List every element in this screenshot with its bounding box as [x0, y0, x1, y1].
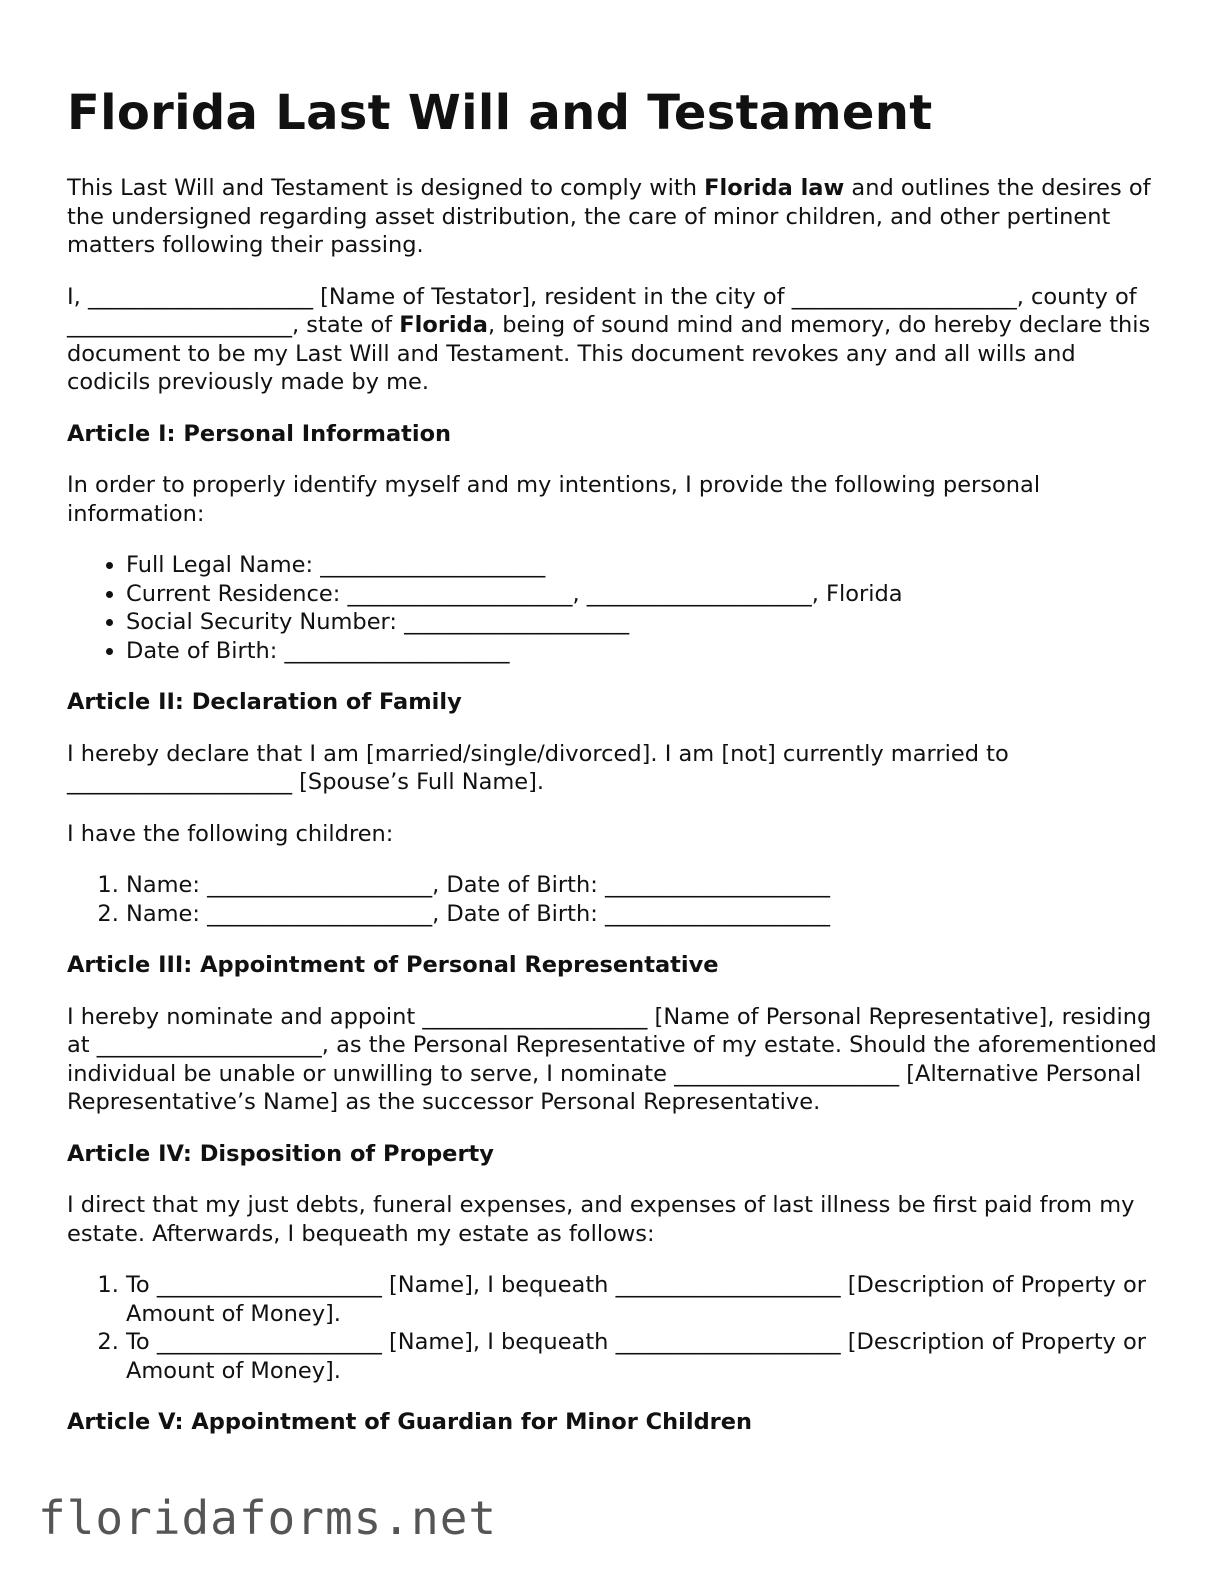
bequest-list [67, 1271, 1157, 1385]
residence-separator: , [572, 580, 587, 607]
article-3-paragraph [67, 1003, 1157, 1117]
child-1-name-label: Name: [126, 872, 208, 898]
city-blank[interactable]: ____________________ [791, 283, 1017, 310]
list-item-full-legal-name [126, 551, 1157, 580]
child-1-dob-label: , Date of Birth: [432, 872, 605, 898]
bequest-1-text-1: To [126, 1272, 157, 1298]
declaration-text-4: , state of [292, 312, 400, 338]
bequest-1-name-blank[interactable]: ____________________ [156, 1272, 382, 1298]
declaration-text-1: I, [67, 283, 88, 310]
testator-name-blank[interactable]: ____________________ [87, 283, 313, 310]
declaration-text-2: [Name of Testator], resident in the city of [312, 283, 792, 310]
bequest-2-text-2: [Name], I bequeath [381, 1329, 616, 1355]
current-residence-label: Current Residence: [126, 580, 348, 607]
document-title: Florida Last Will and Testament [67, 85, 933, 141]
representative-text-3: , as the Personal Representative of my estate. Should the aforementioned individual be unable or unwilling to serve, I nominate [67, 1032, 1157, 1087]
representative-text-2: [Name of Personal Representative], residing at [67, 1003, 1152, 1058]
representative-name-blank[interactable]: ____________________ [422, 1003, 648, 1030]
list-item-ssn [126, 608, 1157, 637]
ssn-blank[interactable]: ____________________ [404, 609, 630, 635]
county-blank[interactable]: ____________________ [67, 312, 292, 338]
date-of-birth-label: Date of Birth: [126, 637, 285, 664]
residence-state: , Florida [811, 580, 903, 607]
child-2-name-label: Name: [126, 900, 208, 927]
declaration-text-3: , county of [1016, 283, 1137, 310]
article-4-text: I direct that my just debts, funeral expenses, and expenses of last illness be first paid from my estate. Afterwards, I bequeath my estate as follows: [67, 1192, 1135, 1247]
children-list [67, 871, 1157, 928]
personal-info-list [67, 551, 1157, 665]
full-legal-name-label: Full Legal Name: [126, 552, 321, 578]
article-5-heading: Article V: Appointment of Guardian for Minor Children [67, 1409, 753, 1435]
children-intro: I have the following children: [67, 820, 394, 847]
bequest-2-text-1: To [126, 1329, 157, 1355]
declaration-state-bold: Florida [399, 312, 488, 338]
list-item-current-residence [126, 580, 1157, 609]
bequest-1-property-blank[interactable]: ____________________ [615, 1272, 841, 1298]
child-2-dob-label: , Date of Birth: [432, 900, 605, 927]
site-watermark: floridaforms.net [38, 1491, 498, 1545]
bequest-1-text-3: [Description of Property or Amount of Money]. [126, 1272, 1147, 1327]
bequest-2-property-blank[interactable]: ____________________ [615, 1329, 841, 1355]
article-4-heading: Article IV: Disposition of Property [67, 1140, 494, 1167]
marital-text-2: [Spouse’s Full Name]. [292, 769, 545, 795]
child-1-name-blank[interactable]: ____________________ [207, 872, 433, 898]
list-item-child-2 [126, 900, 1157, 929]
date-of-birth-blank[interactable]: ____________________ [284, 637, 510, 664]
document-page [67, 82, 1157, 1460]
list-item-child-1 [126, 871, 1157, 900]
bequest-1-text-2: [Name], I bequeath [381, 1272, 616, 1298]
intro-paragraph [67, 174, 1157, 260]
article-2-heading: Article II: Declaration of Family [67, 689, 462, 715]
residence-county-blank[interactable]: ____________________ [586, 580, 812, 607]
representative-address-blank[interactable]: ____________________ [96, 1032, 322, 1058]
spouse-name-blank[interactable]: ____________________ [67, 769, 292, 795]
list-item-bequest-2 [126, 1328, 1157, 1385]
article-1-text: In order to properly identify myself and my intentions, I provide the following personal information: [67, 472, 1041, 527]
intro-text-1: This Last Will and Testament is designed to comply with [67, 175, 705, 201]
article-3-heading: Article III: Appointment of Personal Representative [67, 952, 719, 978]
full-legal-name-blank[interactable]: ____________________ [320, 552, 546, 578]
alternate-representative-blank[interactable]: ____________________ [674, 1060, 900, 1087]
residence-city-blank[interactable]: ____________________ [347, 580, 573, 607]
intro-text-2: and outlines the desires of the undersigned regarding asset distribution, the care of minor children, and other pertinent matters following their passing. [67, 175, 1151, 258]
declaration-paragraph [67, 283, 1157, 397]
declaration-text-5: , being of sound mind and memory, do hereby declare this document to be my Last Will and Testament. This document revokes any and all wills and codicils previously made by me. [67, 312, 1151, 395]
list-item-date-of-birth [126, 637, 1157, 666]
bequest-2-name-blank[interactable]: ____________________ [156, 1329, 382, 1355]
article-1-heading: Article I: Personal Information [67, 420, 452, 447]
child-1-dob-blank[interactable]: ____________________ [604, 872, 830, 898]
representative-text-4: [Alternative Personal Representative’s Name] as the successor Personal Representative. [67, 1060, 1142, 1115]
list-item-bequest-1 [126, 1271, 1157, 1328]
ssn-label: Social Security Number: [126, 609, 405, 635]
child-2-name-blank[interactable]: ____________________ [207, 900, 433, 927]
intro-bold-florida-law: Florida law [704, 175, 845, 201]
article-2-marital-paragraph [67, 740, 1157, 797]
marital-text-1: I hereby declare that I am [married/single/divorced]. I am [not] currently married to [67, 740, 1009, 767]
child-2-dob-blank[interactable]: ____________________ [604, 900, 830, 927]
bequest-2-text-3: [Description of Property or Amount of Money]. [126, 1329, 1147, 1384]
representative-text-1: I hereby nominate and appoint [67, 1003, 423, 1030]
